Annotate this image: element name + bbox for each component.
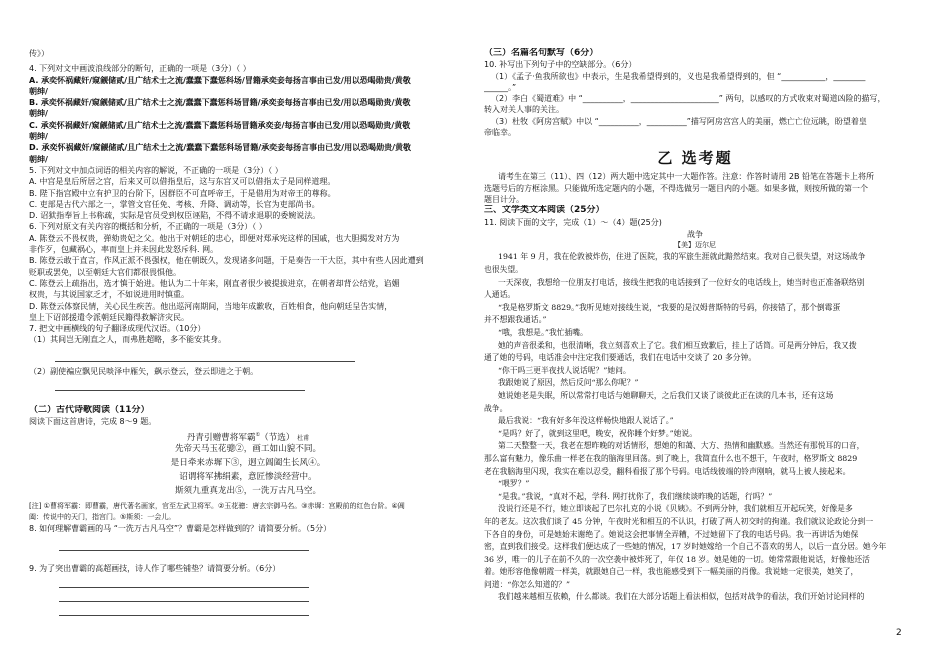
poem-notes-cont: 阖：传说中的天门，指宫门。⑤斯须：一会儿。 xyxy=(29,512,176,521)
story-line: 那么富有魅力，像乐曲一样老在我的脑海里回荡。到了晚上，我简直什么也不想干，午夜时，格罗斯文 8829 xyxy=(484,453,858,463)
story-line: 我们越来越相互依赖，什么都谈。我们在大部分话题上看法相似，包括对战争的看法，我们开始讨论同样的 xyxy=(498,592,865,602)
q7-sentence-1: （1）其间岂无刚直之人，而弗胜超略，多不能安其身。 xyxy=(29,335,227,345)
story-line: “哦，我想是。”我忙插嘴。 xyxy=(498,328,588,338)
question-9-stem: 9. 为了突出曹霸的高超画技，诗人作了哪些铺垫？请简要分析。（6分） xyxy=(29,563,281,573)
q7-sentence-2: （2）副使褊应飘见民啖泽中雁矢，飙示登云，登云即进之于朝。 xyxy=(29,366,259,376)
question-7-stem: 7. 把文中画横线的句子翻译成现代汉语。（10分） xyxy=(29,324,206,334)
q6-option-d: D. 陈登云体察民情，关心民生疾苦。他出巡河南期间，当地年成歉收，百姓相食，他向朝廷呈告实情， xyxy=(29,301,393,311)
poetry-instruction: 阅读下面这首唐诗，完成 8～9 题。 xyxy=(29,417,157,427)
left-column xyxy=(29,48,467,620)
story-line: 没说行还是不行，她立即谈起了巴尔扎克的小说《贝姨》。不到两分钟，我们就相互开起玩笑，好像是多 xyxy=(498,504,853,514)
story-line: 着。她形容他像朝霞一样美，就跟她自己一样，我也能感受到下一幅美丽的肖像。我说她一定很美，她笑了， xyxy=(484,567,859,577)
poem-notes: [注] ①曹将军霸：即曹霸，唐代著名画家，官至左武卫将军。②玉花骢：唐玄宗御马名。③赤墀：宫殿前的红色台阶。④阊 xyxy=(29,501,405,510)
story-line: 第二天整整一天，我老在想昨晚的对话情形，想她的和蔼、大方、热情和幽默感。当然还有那悦耳的口音， xyxy=(498,441,865,451)
q6-option-c: C. 陈登云上疏指出，选才慎于始进。他认为二十年来，刚直者很少被提拔进京，在朝者却背公结党，谄媚 xyxy=(29,278,400,288)
q5-option-c: C. 吏部是古代六部之一，掌管文官任免、考核、升降、调动等，长官为吏部尚书。 xyxy=(29,199,320,209)
answer-line[interactable] xyxy=(55,381,305,391)
q10-item-1: （1）《孟子·鱼我所欲也》中表示，生是我希望得到的，义也是我希望得到的，但 “___________，________ xyxy=(491,71,866,81)
q4-option-c-cont: 朝绅/ xyxy=(29,132,48,142)
answer-line[interactable] xyxy=(55,352,355,362)
poem xyxy=(29,428,467,498)
q4-option-d-cont: 朝绅/ xyxy=(29,154,48,164)
recitation-section-heading: （三）名篇名句默写（6分） xyxy=(484,48,599,58)
q5-option-a: A. 中宫是皇后所居之宫，后来又可以借指皇后，这与东宫又可以借指太子是同样道理。 xyxy=(29,177,336,187)
q6-option-a-cont: 非作歹，包藏祸心，率而皇上并未因此发怒斥科. 网。 xyxy=(29,245,219,255)
story-line: 密，直到我们接受。这样我们便达成了一些她的情况，17 岁时她嫁给一个自己不喜欢的男人，以后一直分居。她今年 xyxy=(484,542,887,552)
q4-option-a: A. 承奕怀祸藏奸/窥觎储贰/且广结术士之流/蠢蠢下蠢惩科场/冒籍承奕妾每扬言事由已发/用以恐喝勋贵/黄敬 xyxy=(29,75,411,85)
story-line: 并不想跟我通话。” xyxy=(484,315,547,325)
elective-section-title: 乙 选考题 xyxy=(657,149,733,168)
q10-item-3-cont: 帝临幸。 xyxy=(484,128,516,138)
story-line: 她说她老是失眠，所以常常打电话与她聊聊天，之后我们又谈了谈彼此正在读的几本书，还有这场 xyxy=(498,390,834,400)
q4-option-b: B. 承奕怀祸藏奸/窥觎储贰/且广结术士之流/蠢蠢下蠢惩科场冒籍/承奕妾每扬言事由已发/用以恐喝勋贵/黄敬 xyxy=(29,98,411,108)
q4-option-b-cont: 朝绅/ xyxy=(29,109,48,119)
elective-intro: 请考生在第三（11）、四（12）两大题中选定其中一大题作答。注意：作答时请用 2B 铅笔在答题卡上将所 xyxy=(498,172,875,182)
poem-line: 斯须九重真龙出⑤，一洗万古凡马空。 xyxy=(174,485,322,496)
story-line: 通了她的号码，电话准会中注定我们要通话，我们在电话中交谈了 20 多分钟。 xyxy=(484,353,757,363)
poem-title-text: 丹青引赠曹将军霸 xyxy=(186,432,256,442)
story-title: 战争 xyxy=(687,229,703,239)
elective-intro-cont: 题目计分。 xyxy=(484,194,524,204)
poem-title-footnote: ① xyxy=(255,431,261,438)
story-line: 她的声音很柔和，也很清晰，我立刻喜欢上了它。我们相互致歉后，挂上了话筒。可是两分钟后，我又拨 xyxy=(498,340,857,350)
q6-option-b-cont: 贬职或罢免，以至朝廷大官们都很畏惧他。 xyxy=(29,267,181,277)
story-line: “是我。”我说，“真对不起，学科. 网打扰你了，我们继续谈昨晚的话题，行吗？” xyxy=(498,491,773,501)
question-5-stem: 5. 下列对文中加点词语的相关内容的解说，不正确的一项是（3分）（ ） xyxy=(29,165,283,175)
question-8-stem: 8. 如何理解曹霸画的马 “一洗万古凡马空”？曹霸是怎样做到的？请简要分析。（5分） xyxy=(29,524,332,534)
answer-line[interactable] xyxy=(59,578,309,588)
q10-item-3: （3）杜牧《阿房宫赋》中以 “__________，__________”描写阿房宫宫人的美丽，燃亡亡位远眺，盼望着皇 xyxy=(491,116,867,126)
question-11-stem: 11. 阅读下面的文字，完成（1）～（4）题(25分) xyxy=(484,217,662,227)
poem-line: 先帝天马玉花骢②，画工如山貌不同。 xyxy=(174,443,322,454)
poetry-section-heading: （二）古代诗歌阅读（11分） xyxy=(29,405,150,416)
q10-item-2-cont: 转入对关人事的关注。 xyxy=(484,105,564,115)
poem-author: 杜甫 xyxy=(297,434,310,442)
question-4-stem: 4. 下列对文中画波浪线部分的断句，正确的一项是（3分）（ ） xyxy=(29,64,251,74)
q10-item-2: （2）李白《蜀道难》中 “__________，______________________” 两句，以感叹的方式收束对蜀道凶险的描写， xyxy=(491,94,886,104)
story-line: 战争。 xyxy=(484,403,508,413)
literary-section-heading: 三、文学类文本阅读（25分） xyxy=(484,205,605,216)
question-6-stem: 6. 下列对原文有关内容的概括和分析，不正确的一项是（3分）（ ） xyxy=(29,222,267,232)
story-line: 老在我脑海里闪现，我实在难以忍受，翻科看报了那个号码。电话线彼端的铃声刚响，就马上被人接起来。 xyxy=(484,466,851,476)
page-number: 2 xyxy=(896,628,902,638)
answer-line[interactable] xyxy=(59,592,309,602)
story-line: 年的老友。这次我们谈了 45 分钟，午夜时光和相互的不认识，打破了两人初交时的拘谨。我们就议论政论分到一 xyxy=(484,516,874,526)
story-line: 人通话。 xyxy=(484,290,516,300)
q5-option-b: B. 陛下指宫殿中立有护卫的台阶下，因群臣不可直呼帝王，于是借用为对帝王的尊称。 xyxy=(29,188,336,198)
story-line: 我跟她说了原因，然后反问“那么你呢？” xyxy=(498,378,639,388)
story-line: “我是格罗斯文 8829。”我听见她对接线生说，“我要的是汉姆普斯特的号码，你接错了，那个倒霉蛋 xyxy=(498,302,841,312)
q6-option-c-cont: 权贵，与其说国家乏才，不如说进用时慎重。 xyxy=(29,290,189,300)
poem-line: 是日牵来赤墀下③，迥立阊阖生长风④。 xyxy=(170,457,326,468)
elective-intro-cont: 选题号后的方框涂黑。只能做所选定题内的小题，不得选做另一题目内的小题。如果多做，则按所做的第一个 xyxy=(484,183,868,193)
story-line: 最后我说：“我有好多年没这样畅快地跟人说话了。” xyxy=(498,416,674,426)
q4-option-c: C. 承奕怀祸藏奸/窥觎储贰/且广结术士之流/蠢蠢下蠢惩科场冒籍承奕妾/每扬言事由已发/用以恐喝勋贵/黄敬 xyxy=(29,120,411,130)
q6-option-a: A. 陈登云不畏权贵，弹劾贵妃之父。他出于对朝廷的忠心，即便对郑承宪这样的国戚，也大胆揭发对方为 xyxy=(29,233,400,243)
q6-option-d-cont: 皇上下诏部援遣令派朝廷民籍得救解济灾民。 xyxy=(29,312,189,322)
q4-option-d: D. 承奕怀祸藏奸/窥觎储贰/且广结术士之流/蠢蠢下蠢惩科场冒籍/承奕妾每扬言事由已发/用以恐喝勋贵/黄敬 xyxy=(29,143,411,153)
story-line: 问道：“你怎么知道的？” xyxy=(484,579,570,589)
story-line: 36 岁，唯一的儿子在前不久的一次空袭中被炸死了，年仅 18 岁。她是她的一切。她常常跟他说话，好像他还活 xyxy=(484,554,870,564)
story-line: “喂罗？” xyxy=(498,479,530,489)
poem-title xyxy=(29,428,467,442)
story-line: 下各自的身份，可是她始末谢绝了。她说这会把事情全弄糟，不过她留下了我的电话号码。我一再讲话为她保 xyxy=(484,529,859,539)
story-body xyxy=(484,251,906,604)
poem-title-note: （节选） xyxy=(260,432,295,442)
answer-line[interactable] xyxy=(59,606,309,616)
story-line: “你干吗三更半夜找人说话呢？”她问。 xyxy=(498,365,631,375)
q6-option-b: B. 陈登云敢于直言，作风正派不畏强权，他在朝既久，发现诸多问题，于是奏告一干大臣，其中有些人因此遭到 xyxy=(29,256,424,266)
story-line: 1941 年 9 月，我在伦敦被炸伤，住进了医院，我的军旅生涯就此黯然结束。我对自己很失望，对这场战争 xyxy=(498,252,866,262)
story-author: 【美】迈尔尼 xyxy=(674,241,716,250)
story-line: 一天深夜，我想给一位朋友打电话，接线生把我的电话接到了一位好女的电话线上，她当时也正准备联络别 xyxy=(498,277,865,287)
poem-line: 诏谓将军拂绢素，意匠惨淡经营中。 xyxy=(179,471,317,482)
answer-line[interactable] xyxy=(59,541,309,551)
q4-option-a-cont: 朝绅/ xyxy=(29,86,48,96)
story-line: 也很失望。 xyxy=(484,265,523,275)
story-line: “是吗？好了，就到这里吧，晚安，祝你睡个好梦。”她说。 xyxy=(498,428,697,438)
question-10-stem: 10. 补写出下列句子中的空缺部分。（6分） xyxy=(484,60,637,70)
right-column xyxy=(484,48,906,604)
q5-option-d: D. 诏狱指奉旨上书称疏，实际是官员受到权臣诬陷，不得不请求退职的委婉说法。 xyxy=(29,211,321,221)
q10-item-1-cont: ______。” xyxy=(484,82,517,92)
question-3-tail: 传》） xyxy=(29,49,49,58)
